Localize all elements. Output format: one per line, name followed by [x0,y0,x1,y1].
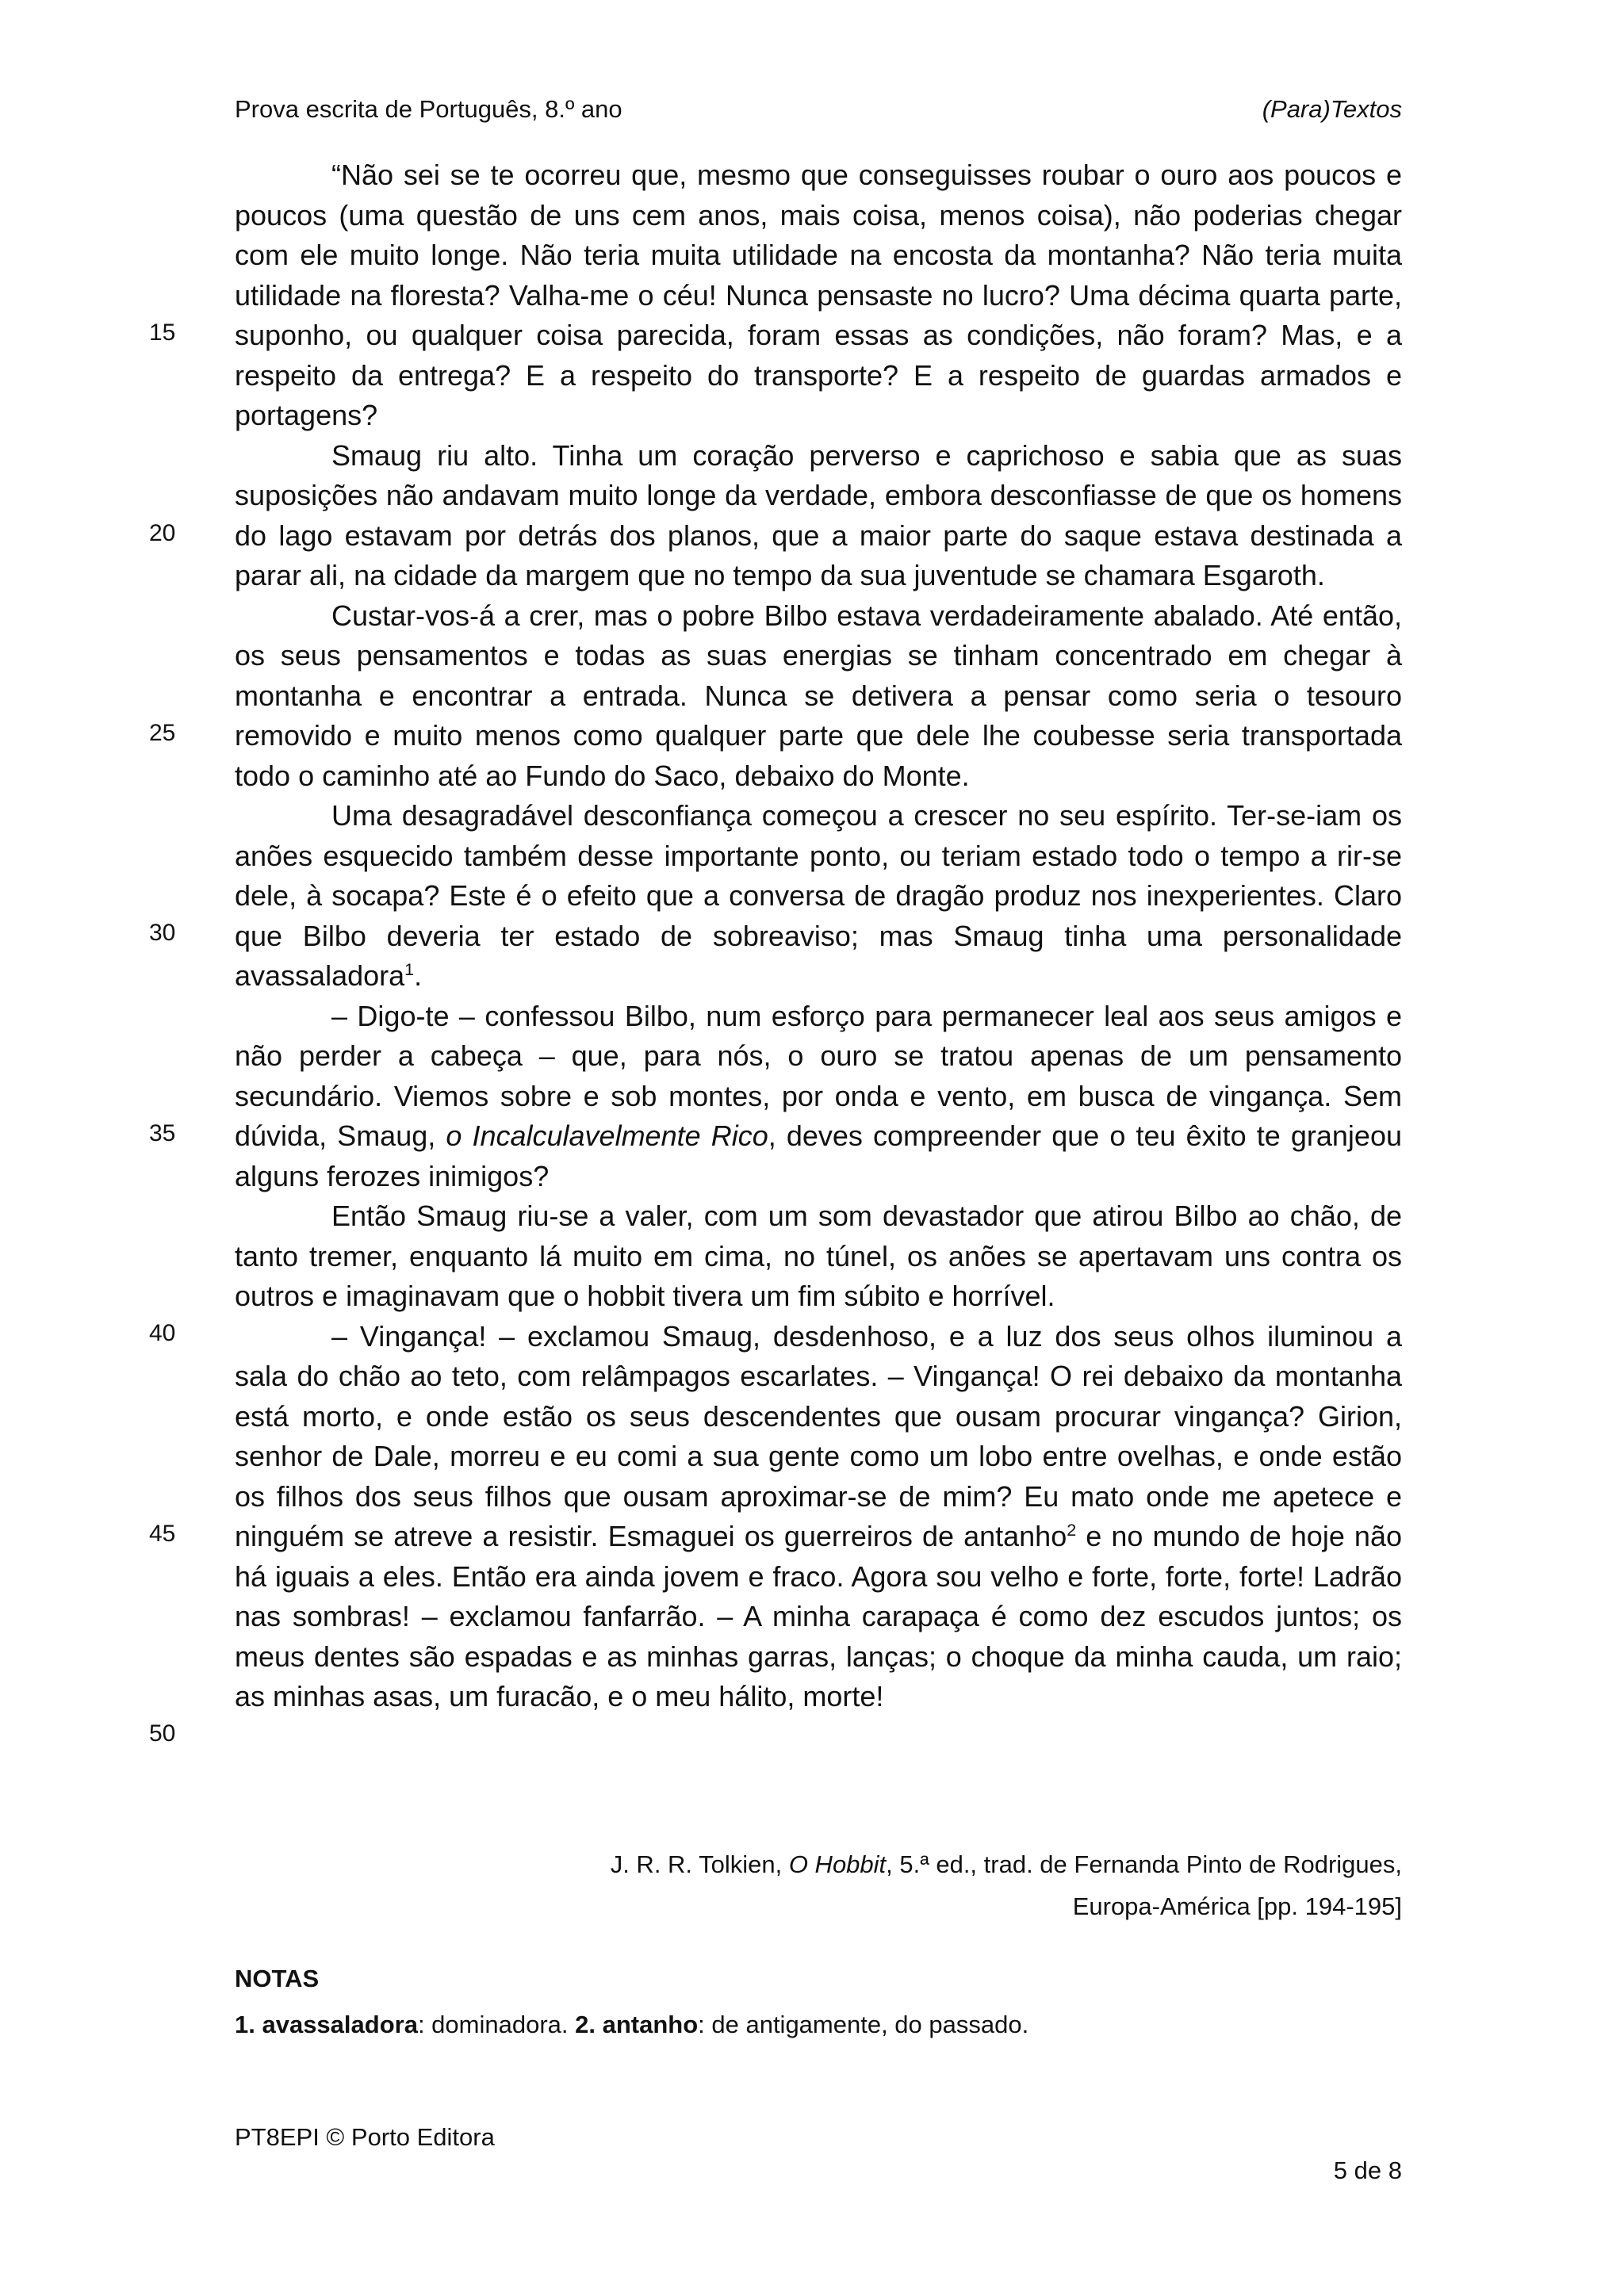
paragraph-text: , deves compreender que o teu êxito te granjeou alguns ferozes inimigos? [235,1119,1402,1192]
paragraph [235,1317,1402,1717]
line-number: 30 [149,920,176,946]
line-number: 20 [149,520,176,546]
line-number: 50 [149,1720,176,1747]
line-number: 35 [149,1120,176,1146]
line-number: 25 [149,720,176,746]
paragraph-text: e no mundo de hoje não há iguais a eles. Então era ainda jovem e fraco. Agora sou velho e forte, forte, forte! Ladrão nas sombras! – exclamou fanfarrão. – A minha carapaça é como dez escudos juntos; os meus dentes são espadas e as minhas garras, lanças; o choque da minha cauda, um raio; as minhas asas, um furacão, e o meu hálito, morte! [235,1520,1402,1712]
paragraph: Custar-vos-á a crer, mas o pobre Bilbo estava verdadeiramente abalado. Até então, os seus pensamentos e todas as suas energias se tinham concentrado em chegar à montanha e encontrar a entrada. Nunca se detivera a pensar como seria o tesouro removido e muito menos como qualquer parte que dele lhe coubesse seria transportada todo o caminho até ao Fundo do Saco, debaixo do Monte. [235,599,1402,792]
paragraph: Então Smaug riu-se a valer, com um som devastador que atirou Bilbo ao chão, de tanto tremer, enquanto lá muito em cima, no túnel, os anões se apertavam uns contra os outros e imaginavam que o hobbit tivera um fim súbito e horrível. [235,1200,1402,1312]
note-definition: : dominadora. [417,2011,576,2038]
header-textbook-name: (Para)Textos [1262,95,1402,123]
header-exam-title: Prova escrita de Português, 8.º ano [235,95,622,123]
note-term: 2. antanho [575,2011,699,2038]
story-text [235,155,1402,1717]
page-number: 5 de 8 [1333,2156,1402,2184]
italic-epithet: o Incalculavelmente Rico [446,1119,768,1152]
paragraph [235,796,1402,997]
citation-author: J. R. R. Tolkien, [610,1850,789,1878]
notes-title: NOTAS [235,1965,320,1992]
note-term: 1. avassaladora [235,2011,418,2038]
paragraph: “Não sei se te ocorreu que, mesmo que conseguisses roubar o ouro aos poucos e poucos (uma questão de uns cem anos, mais coisa, menos coisa), não poderias chegar com ele muito longe. Não teria muita utilidade na encosta da montanha? Não teria muita utilidade na floresta? Valha-me o céu! Nunca pensaste no lucro? Uma décima quarta parte, suponho, ou qualquer coisa parecida, foram essas as condições, não foram? Mas, e a respeito da entrega? E a respeito do transporte? E a respeito de guardas armados e portagens? [235,159,1402,431]
paragraph-text: – Vingança! – exclamou Smaug, desdenhoso, e a luz dos seus olhos iluminou a sala do chão ao teto, com relâmpagos escarlates. – Vingança! O rei debaixo da montanha está morto, e onde estão os seus descendentes que ousam procurar vingança? Girion, senhor de Dale, morreu e eu comi a sua gente como um lobo entre ovelhas, e onde estão os filhos dos seus filhos que ousam aproximar-se de mim? Eu mato onde me apetece e ninguém se atreve a resistir. Esmaguei os guerreiros de antanho [235,1319,1402,1552]
notes-list [235,2011,1028,2039]
paragraph-text: – Digo-te – confessou Bilbo, num esforço para permanecer leal aos seus amigos e não perder a cabeça – que, para nós, o ouro se tratou apenas de um pensamento secundário. Viemos sobre e sob montes, por onda e vento, em busca de vingança. Sem dúvida, Smaug, [235,999,1402,1152]
line-number: 45 [149,1521,176,1547]
note-definition: : de antigamente, do passado. [698,2011,1029,2038]
paragraph: Smaug riu alto. Tinha um coração perverso e caprichoso e sabia que as suas suposições não andavam muito longe da verdade, embora desconfiasse de que os homens do lago estavam por detrás dos planos, que a maior parte do saque estava destinada a parar ali, na cidade da margem que no tempo da sua juventude se chamara Esgaroth. [235,438,1402,591]
paragraph-text: . [414,959,423,992]
line-number: 40 [149,1320,176,1346]
paragraph-text: Uma desagradável desconfiança começou a crescer no seu espírito. Ter-se-iam os anões esquecido também desse importante ponto, ou teriam estado todo o tempo a rir-se dele, à socapa? Este é o efeito que a conversa de dragão produz nos inexperientes. Claro que Bilbo deveria ter estado de sobreaviso; mas Smaug tinha uma personalidade avassaladora [235,799,1402,992]
footnote-ref: 1 [404,959,415,979]
footnote-ref: 2 [1067,1520,1077,1540]
source-citation [292,1843,1402,1927]
citation-line [292,1843,1402,1885]
citation-work: O Hobbit [788,1850,887,1878]
paragraph [235,997,1402,1197]
citation-publisher: Europa-América [pp. 194-195] [1072,1892,1402,1920]
line-number: 15 [149,320,176,346]
citation-details: , 5.ª ed., trad. de Fernanda Pinto de Rodrigues, [886,1850,1402,1878]
footer-publisher: PT8EPI © Porto Editora [235,2123,495,2151]
